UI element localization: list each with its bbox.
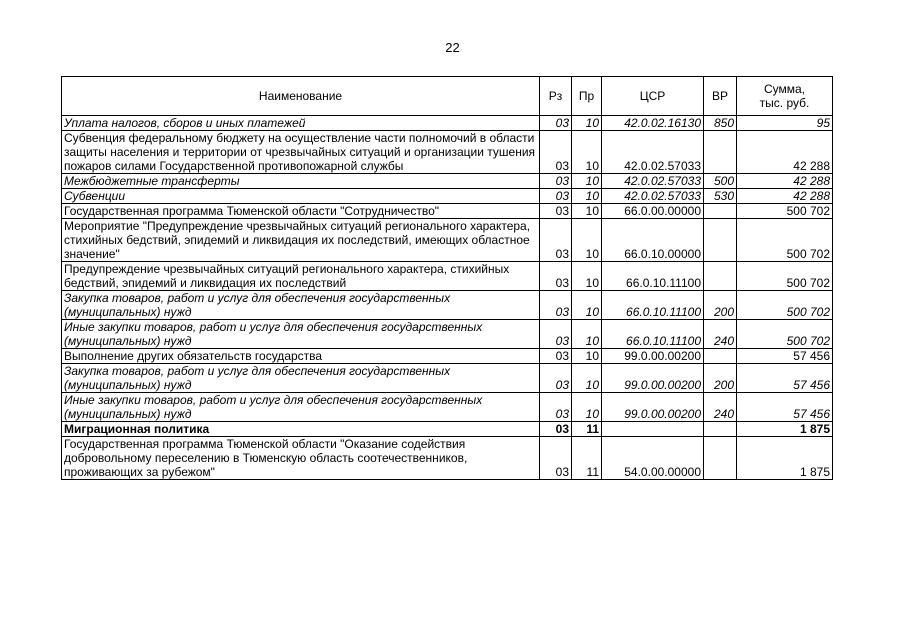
cell-sum: 1 875: [737, 437, 833, 480]
cell-sum: 500 702: [737, 291, 833, 320]
column-header-sum: [737, 77, 833, 116]
cell-rz: 03: [540, 349, 572, 364]
column-header-vr: ВР: [704, 77, 737, 116]
cell-sum: 500 702: [737, 262, 833, 291]
table-row: [62, 219, 833, 262]
cell-csr: 66.0.00.00000: [602, 204, 704, 219]
cell-csr: 42.0.02.16130: [602, 116, 704, 131]
cell-pr: 10: [572, 131, 602, 174]
cell-name: Субвенции: [62, 189, 540, 204]
cell-vr: [704, 262, 737, 291]
cell-sum: 57 456: [737, 364, 833, 393]
column-header-sum-line1: Сумма,: [763, 82, 806, 96]
cell-rz: 03: [540, 204, 572, 219]
cell-name: Иные закупки товаров, работ и услуг для обеспечения государственных (муниципальных) нужд: [62, 320, 540, 349]
table-row: [62, 349, 833, 364]
cell-rz: 03: [540, 320, 572, 349]
cell-vr: [704, 204, 737, 219]
column-header-sum-line2: тыс. руб.: [759, 96, 810, 110]
cell-csr: 99.0.00.00200: [602, 393, 704, 422]
cell-pr: 10: [572, 393, 602, 422]
cell-csr: [602, 422, 704, 437]
cell-sum: 500 702: [737, 320, 833, 349]
cell-vr: 240: [704, 393, 737, 422]
cell-name: Выполнение других обязательств государства: [62, 349, 540, 364]
cell-rz: 03: [540, 219, 572, 262]
cell-name: Предупреждение чрезвычайных ситуаций регионального характера, стихийных бедствий, эпидемий и ликвидация их последствий: [62, 262, 540, 291]
table-row: [62, 393, 833, 422]
cell-csr: 42.0.02.57033: [602, 174, 704, 189]
cell-csr: 99.0.00.00200: [602, 364, 704, 393]
cell-sum: 42 288: [737, 174, 833, 189]
cell-name: Межбюджетные трансферты: [62, 174, 540, 189]
table-row: [62, 204, 833, 219]
table-row: [62, 364, 833, 393]
cell-vr: [704, 131, 737, 174]
cell-pr: 10: [572, 320, 602, 349]
cell-pr: 10: [572, 219, 602, 262]
table-row: [62, 437, 833, 480]
cell-sum: 57 456: [737, 349, 833, 364]
cell-rz: 03: [540, 364, 572, 393]
table-row: [62, 116, 833, 131]
cell-csr: 42.0.02.57033: [602, 131, 704, 174]
table-row: [62, 291, 833, 320]
cell-csr: 66.0.10.11100: [602, 291, 704, 320]
cell-rz: 03: [540, 131, 572, 174]
cell-csr: 66.0.10.11100: [602, 262, 704, 291]
page-number: 22: [445, 40, 460, 55]
cell-vr: [704, 219, 737, 262]
cell-name: Государственная программа Тюменской области "Оказание содействия добровольному переселению в Тюменскую область соотечественников, проживающих за рубежом": [62, 437, 540, 480]
cell-rz: 03: [540, 437, 572, 480]
cell-vr: 530: [704, 189, 737, 204]
table-row: [62, 320, 833, 349]
cell-csr: 66.0.10.11100: [602, 320, 704, 349]
cell-vr: [704, 422, 737, 437]
cell-csr: 42.0.02.57033: [602, 189, 704, 204]
column-header-rz: Рз: [540, 77, 572, 116]
cell-pr: 10: [572, 262, 602, 291]
cell-sum: 42 288: [737, 131, 833, 174]
cell-rz: 03: [540, 422, 572, 437]
cell-vr: [704, 437, 737, 480]
cell-name: Миграционная политика: [62, 422, 540, 437]
cell-sum: 57 456: [737, 393, 833, 422]
cell-pr: 10: [572, 189, 602, 204]
cell-name: Иные закупки товаров, работ и услуг для обеспечения государственных (муниципальных) нужд: [62, 393, 540, 422]
cell-vr: [704, 349, 737, 364]
cell-rz: 03: [540, 262, 572, 291]
cell-sum: 500 702: [737, 219, 833, 262]
cell-csr: 54.0.00.00000: [602, 437, 704, 480]
cell-pr: 10: [572, 364, 602, 393]
cell-rz: 03: [540, 393, 572, 422]
cell-sum: 42 288: [737, 189, 833, 204]
cell-csr: 66.0.10.00000: [602, 219, 704, 262]
column-header-csr: ЦСР: [602, 77, 704, 116]
cell-pr: 10: [572, 204, 602, 219]
cell-name: Уплата налогов, сборов и иных платежей: [62, 116, 540, 131]
table-row: [62, 422, 833, 437]
cell-pr: 10: [572, 174, 602, 189]
table-row: [62, 131, 833, 174]
column-header-name: Наименование: [62, 77, 540, 116]
cell-rz: 03: [540, 291, 572, 320]
cell-vr: 200: [704, 291, 737, 320]
cell-pr: 11: [572, 422, 602, 437]
table-row: [62, 262, 833, 291]
cell-vr: 240: [704, 320, 737, 349]
cell-pr: 10: [572, 349, 602, 364]
cell-pr: 10: [572, 116, 602, 131]
cell-vr: 200: [704, 364, 737, 393]
cell-rz: 03: [540, 116, 572, 131]
cell-vr: 850: [704, 116, 737, 131]
cell-pr: 10: [572, 291, 602, 320]
cell-sum: 1 875: [737, 422, 833, 437]
cell-sum: 500 702: [737, 204, 833, 219]
cell-rz: 03: [540, 189, 572, 204]
table-row: [62, 189, 833, 204]
cell-name: Закупка товаров, работ и услуг для обеспечения государственных (муниципальных) нужд: [62, 291, 540, 320]
table-header-row: [62, 77, 833, 116]
table-row: [62, 174, 833, 189]
column-header-pr: Пр: [572, 77, 602, 116]
budget-table: [61, 76, 833, 480]
cell-name: Закупка товаров, работ и услуг для обеспечения государственных (муниципальных) нужд: [62, 364, 540, 393]
cell-pr: 11: [572, 437, 602, 480]
cell-vr: 500: [704, 174, 737, 189]
cell-name: Субвенция федеральному бюджету на осуществление части полномочий в области защиты населения и территории от чрезвычайных ситуаций и организации тушения пожаров силами Государственной противопожарной службы: [62, 131, 540, 174]
cell-name: Государственная программа Тюменской области "Сотрудничество": [62, 204, 540, 219]
cell-name: Мероприятие "Предупреждение чрезвычайных ситуаций регионального характера, стихийных бедствий, эпидемий и ликвидация их последствий, имеющих областное значение": [62, 219, 540, 262]
cell-rz: 03: [540, 174, 572, 189]
cell-sum: 95: [737, 116, 833, 131]
cell-csr: 99.0.00.00200: [602, 349, 704, 364]
